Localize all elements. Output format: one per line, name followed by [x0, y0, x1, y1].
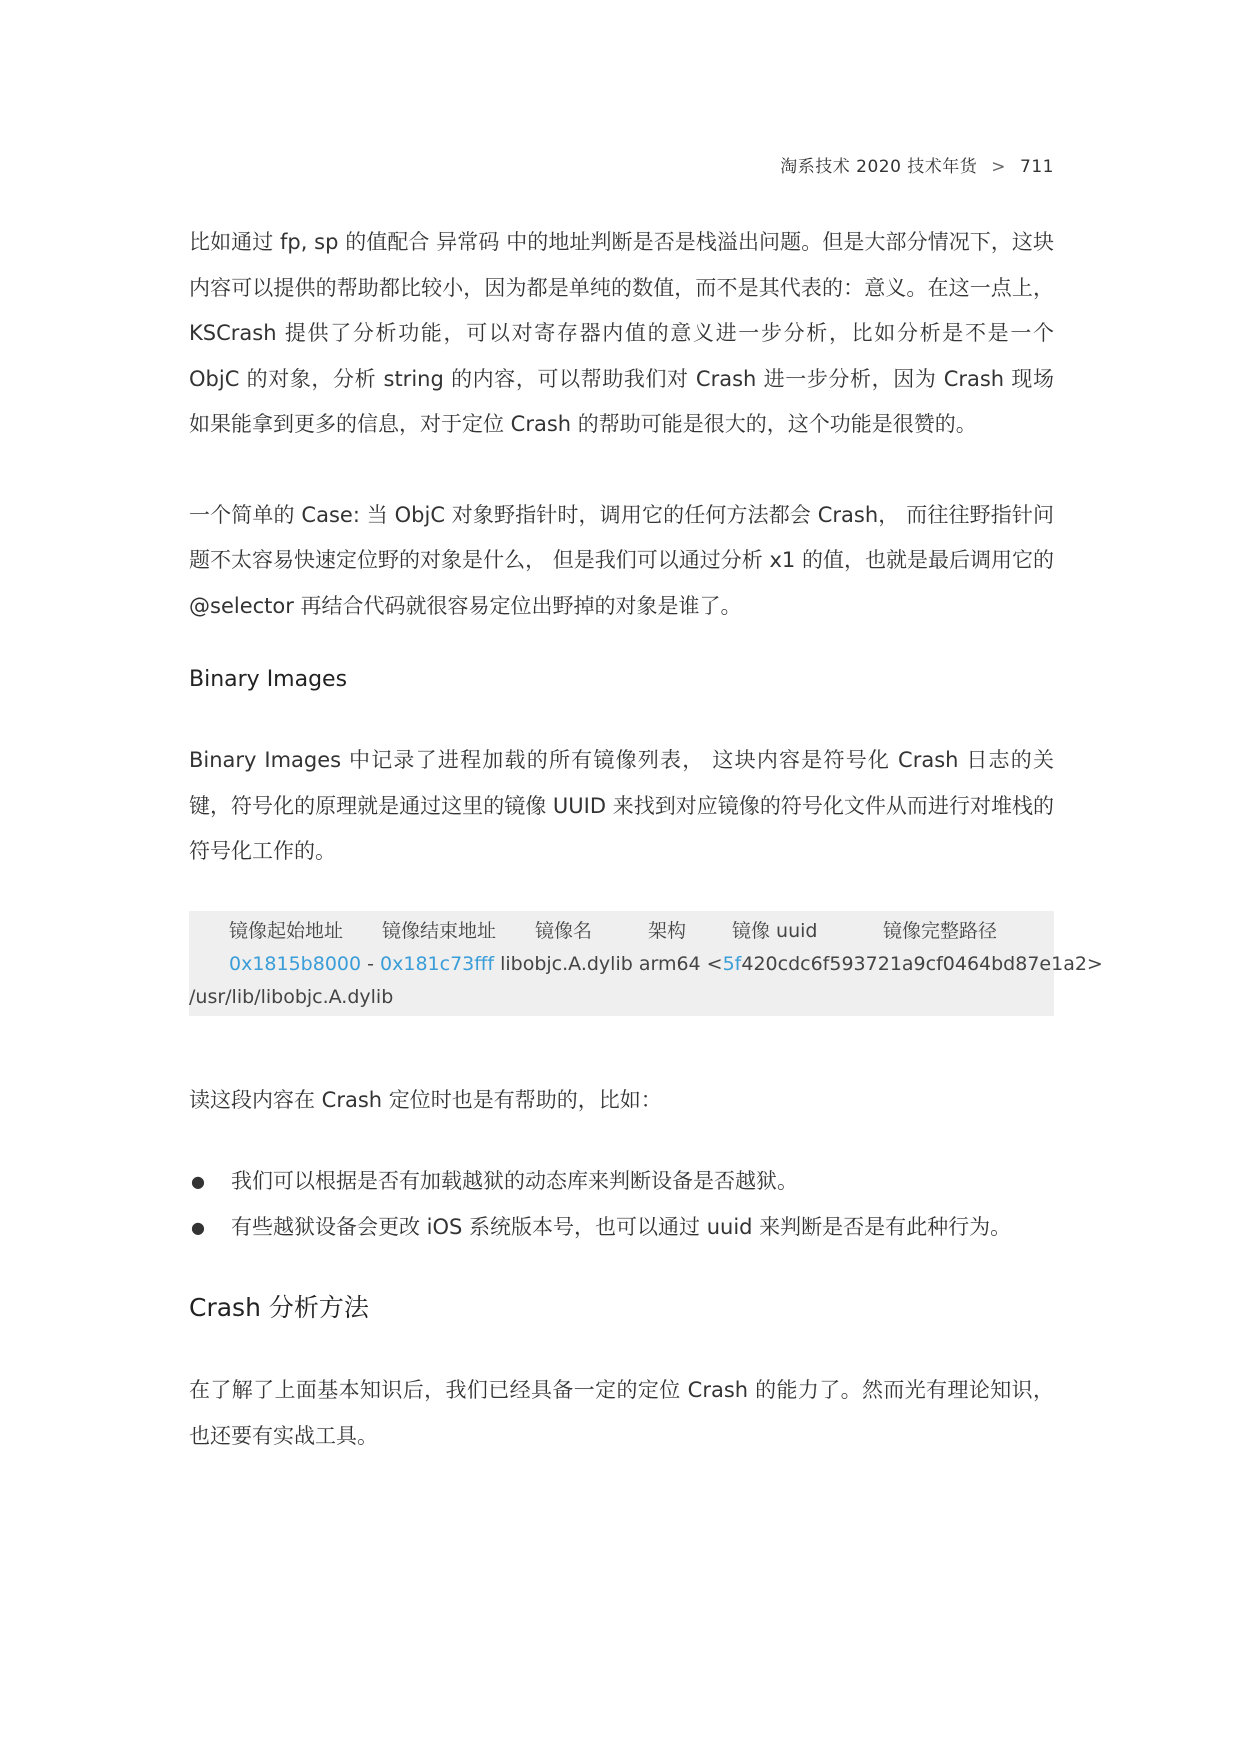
paragraph-binary-images-description: Binary Images 中记录了进程加载的所有镜像列表， 这块内容是符号化 Crash 日志的关键，符号化的原理就是通过这里的镜像 UUID 来找到对应镜像的符号化文件从而进行对堆栈的符号化工作的。 [189, 748, 1054, 863]
code-image-line [189, 948, 1103, 981]
column-header-uuid: 镜像 uuid [732, 919, 818, 942]
spacer [189, 629, 1054, 657]
spacer [189, 702, 1054, 738]
end-address: 0x181c73fff [380, 952, 495, 975]
code-block-binary-image [189, 911, 1103, 1016]
image-name-arch: libobjc.A.dylib arm64 < [494, 952, 723, 975]
bullet-dot: ● [191, 1172, 205, 1191]
running-header [780, 152, 1054, 177]
spacer [189, 448, 1054, 493]
uuid-prefix: 5f [722, 952, 742, 975]
column-header-end-address: 镜像结束地址 [382, 919, 497, 942]
code-path-line [189, 981, 1054, 1014]
list-item [189, 1159, 1054, 1205]
spacer [189, 1123, 1054, 1159]
address-dash: - [361, 952, 381, 975]
bullet-dot: ● [191, 1217, 205, 1237]
column-header-start-address: 镜像起始地址 [229, 919, 344, 942]
paragraph-read-intro: 读这段内容在 Crash 定位时也是有帮助的，比如： [189, 1087, 662, 1112]
spacer [189, 1250, 1054, 1283]
list-item-text: 有些越狱设备会更改 iOS 系统版本号，也可以通过 uuid 来判断是否是有此种行为。 [231, 1214, 1012, 1239]
bullet-list [189, 1159, 1054, 1250]
binary-images-heading: Binary Images [189, 667, 348, 692]
list-item-text: 我们可以根据是否有加载越狱的动态库来判断设备是否越狱。 [231, 1169, 798, 1193]
column-header-image-name: 镜像名 [535, 919, 593, 942]
code-column-headers [189, 915, 1054, 948]
page-content [189, 220, 1103, 1459]
spacer [189, 875, 1054, 911]
column-header-arch: 架构 [648, 919, 687, 942]
book-title: 淘系技术 2020 技术年货 [780, 157, 978, 177]
spacer [189, 1016, 1054, 1078]
spacer [189, 1333, 1054, 1368]
start-address: 0x1815b8000 [229, 952, 362, 975]
uuid-rest: 420cdc6f593721a9cf0464bd87e1a2> [741, 952, 1103, 975]
paragraph-register-analysis: 比如通过 fp, sp 的值配合 异常码 中的地址判断是否是栈溢出问题。但是大部分情况下，这块内容可以提供的帮助都比较小，因为都是单纯的数值，而不是其代表的：意义。在这一点上， KSCrash 提供了分析功能，可以对寄存器内值的意义进一步分析，比如分析是不是一个 ObjC 的对象，分析 string 的内容，可以帮助我们对 Crash 进一步分析，因为 Crash 现场如果能拿到更多的信息，对于定位 Crash 的帮助可能是很大的，这个功能是很赞的。 [189, 230, 1054, 436]
paragraph-crash-analysis: 在了解了上面基本知识后，我们已经具备一定的定位 Crash 的能力了。然而光有理论知识，也还要有实战工具。 [189, 1378, 1054, 1448]
image-path: /usr/lib/libobjc.A.dylib [189, 985, 394, 1008]
column-header-full-path: 镜像完整路径 [883, 919, 998, 942]
paragraph-wild-pointer-case: 一个简单的 Case: 当 ObjC 对象野指针时，调用它的任何方法都会 Crash， 而往往野指针问题不太容易快速定位野的对象是什么， 但是我们可以通过分析 x1 的值，也就是最后调用它的 @selector 再结合代码就很容易定位出野掉的对象是谁了。 [189, 502, 1054, 618]
page-number: 711 [1020, 157, 1054, 177]
header-separator: > [991, 157, 1007, 177]
crash-analysis-heading: Crash 分析方法 [189, 1293, 369, 1322]
list-item [189, 1205, 1054, 1251]
